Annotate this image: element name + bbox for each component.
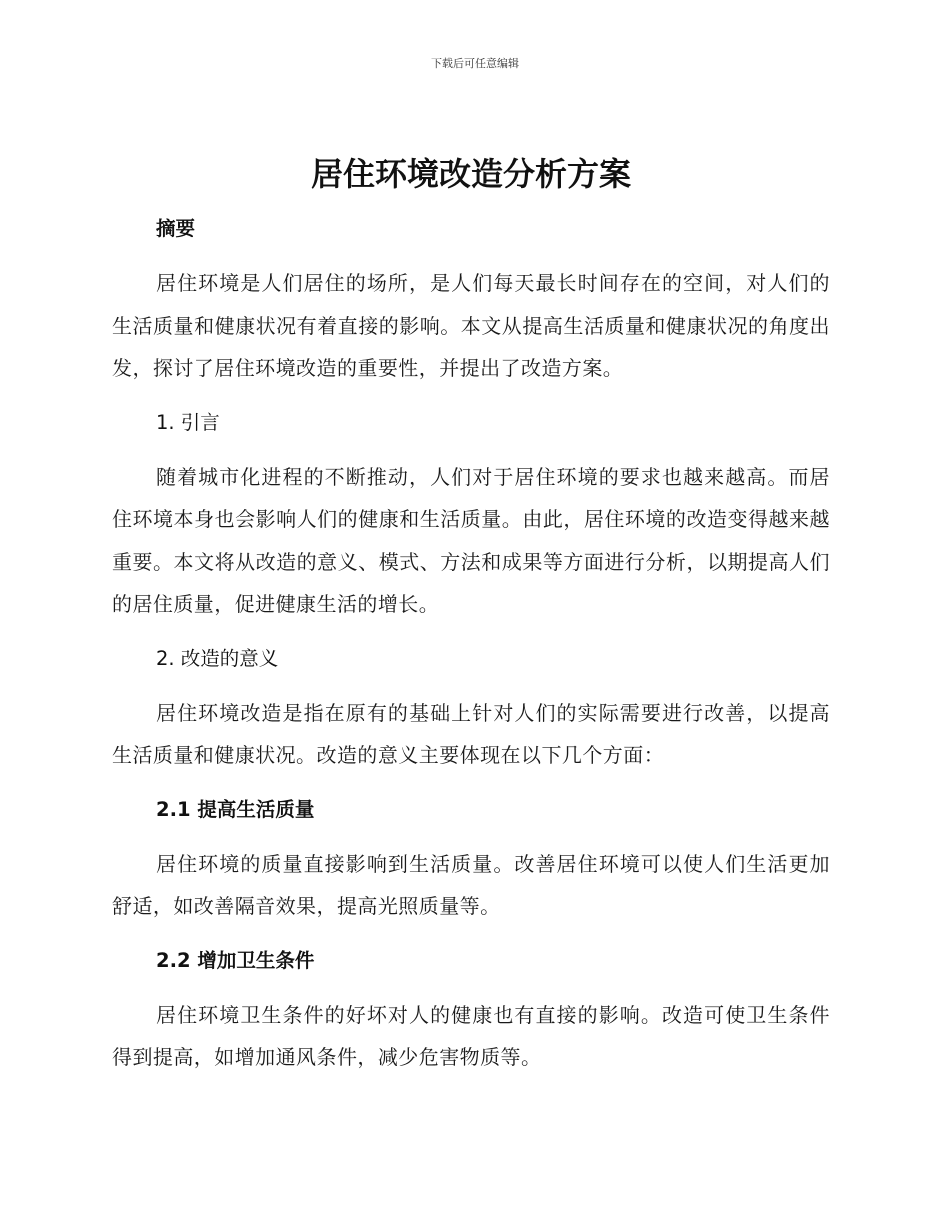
section-heading-quality-of-life: 2.1 提高生活质量 <box>156 797 315 821</box>
section-heading-introduction: 1. 引言 <box>156 410 220 434</box>
section-paragraph-introduction: 随着城市化进程的不断推动，人们对于居住环境的要求也越来越高。而居住环境本身也会影响人们的健康和生活质量。由此，居住环境的改造变得越来越重要。本文将从改造的意义、模式、方法和成果等方面进行分析，以期提高人们的居住质量，促进健康生活的增长。 <box>112 464 830 616</box>
section-paragraph-hygiene: 居住环境卫生条件的好坏对人的健康也有直接的影响。改造可使卫生条件得到提高，如增加通风条件，减少危害物质等。 <box>112 1002 830 1069</box>
section-paragraph-quality-of-life: 居住环境的质量直接影响到生活质量。改善居住环境可以使人们生活更加舒适，如改善隔音效果，提高光照质量等。 <box>112 851 830 918</box>
page-header-note: 下载后可任意编辑 <box>431 57 519 70</box>
section-paragraph-abstract: 居住环境是人们居住的场所，是人们每天最长时间存在的空间，对人们的生活质量和健康状况有着直接的影响。本文从提高生活质量和健康状况的角度出发，探讨了居住环境改造的重要性，并提出了改造方案。 <box>112 271 830 380</box>
section-heading-significance: 2. 改造的意义 <box>156 646 279 670</box>
section-heading-hygiene: 2.2 增加卫生条件 <box>156 948 315 972</box>
document-title: 居住环境改造分析方案 <box>310 155 631 193</box>
document-body <box>112 148 830 1097</box>
section-heading-abstract: 摘要 <box>156 217 196 240</box>
section-paragraph-significance: 居住环境改造是指在原有的基础上针对人们的实际需要进行改善，以提高生活质量和健康状况。改造的意义主要体现在以下几个方面： <box>112 700 830 767</box>
